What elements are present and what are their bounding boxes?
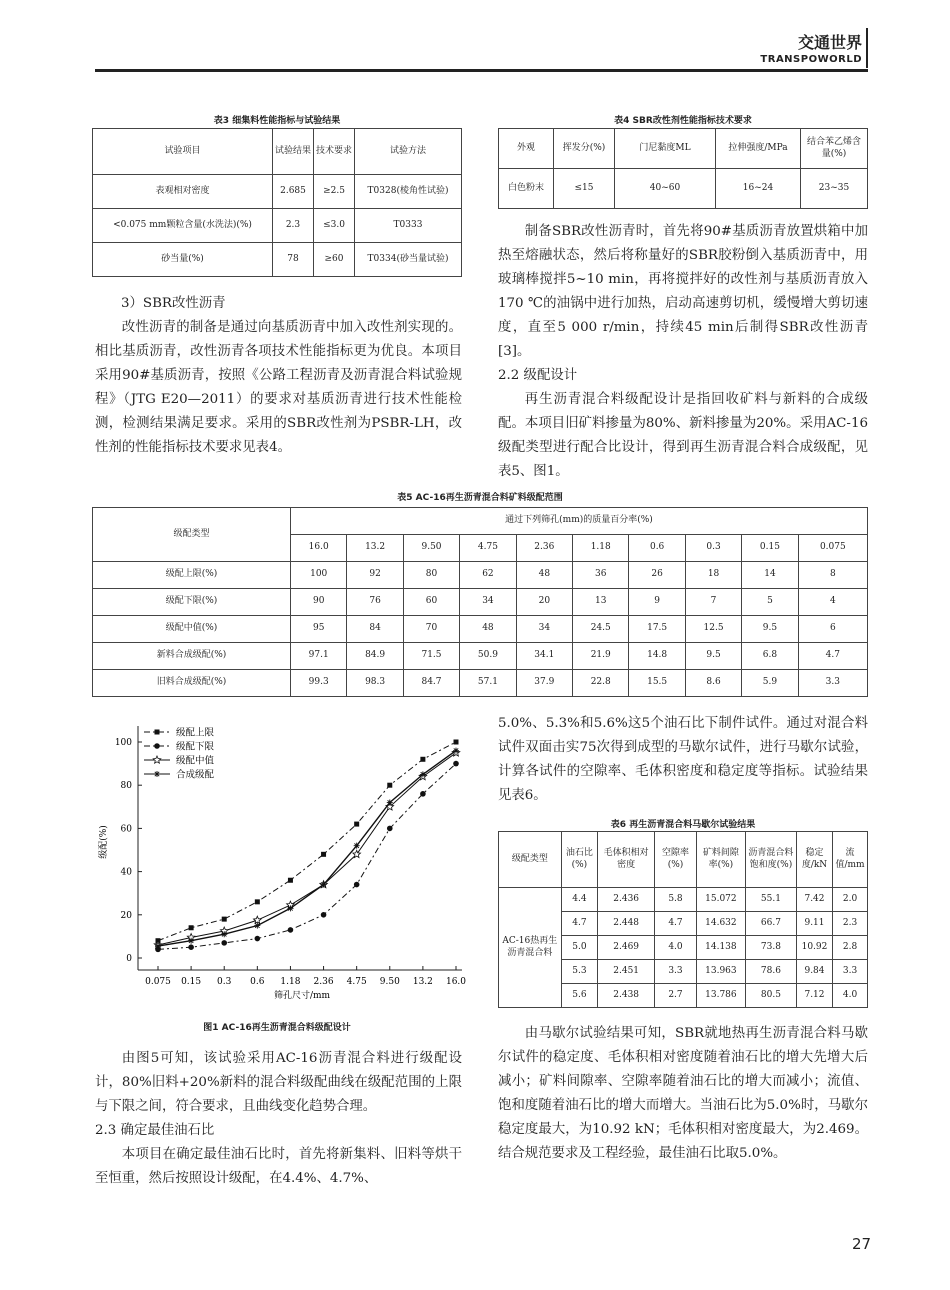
table6-cell: 2.469 xyxy=(598,936,655,960)
table5-cell: 6 xyxy=(798,616,867,643)
table4-cell: 40~60 xyxy=(615,169,716,209)
header-divider xyxy=(866,28,868,68)
data-point xyxy=(354,843,360,849)
table5-cell: 92 xyxy=(347,562,403,589)
table5-cell: 34 xyxy=(460,589,516,616)
table5-row-label: 旧料合成级配(%) xyxy=(93,670,291,697)
table5-cell: 57.1 xyxy=(460,670,516,697)
table5 xyxy=(92,507,868,697)
table6-cell: 78.6 xyxy=(745,960,796,984)
table6-cell: 4.7 xyxy=(561,912,598,936)
x-tick-label: 16.0 xyxy=(445,977,467,987)
table3-cell: 表观相对密度 xyxy=(93,175,273,209)
table6-cell: 2.448 xyxy=(598,912,655,936)
table4-cell: 白色粉末 xyxy=(499,169,554,209)
data-point xyxy=(287,905,293,911)
data-point xyxy=(387,799,393,805)
table5-row-label: 级配中值(%) xyxy=(93,616,291,643)
legend-marker xyxy=(154,743,160,749)
data-point xyxy=(321,882,327,888)
table5-cell: 8.6 xyxy=(685,670,741,697)
table6-cell: 7.42 xyxy=(796,888,832,912)
table6-cell: 2.451 xyxy=(598,960,655,984)
table6-cell: 9.11 xyxy=(796,912,832,936)
table5-sieve: 0.15 xyxy=(742,535,798,562)
x-tick-label: 0.6 xyxy=(250,977,265,987)
table5-cell: 34 xyxy=(516,616,572,643)
table-row xyxy=(93,616,868,643)
figure1-caption: 图1 AC-16再生沥青混合料级配设计 xyxy=(203,1023,351,1033)
paragraph: 由图5可知，该试验采用AC-16沥青混合料进行级配设计，80%旧料+20%新料的混合料级配曲线在级配范围的上限与下限之间，符合要求，且曲线变化趋势合理。 xyxy=(95,1051,462,1114)
table3-header: 试验结果 xyxy=(273,129,314,175)
data-point xyxy=(387,826,393,832)
table6-cell: 2.3 xyxy=(833,912,868,936)
table4-cell: 23~35 xyxy=(801,169,868,209)
data-point xyxy=(453,761,459,767)
table6-cell: 4.4 xyxy=(561,888,598,912)
table5-cell: 22.8 xyxy=(573,670,629,697)
data-point xyxy=(189,925,194,930)
section-heading: 2.2 级配设计 xyxy=(498,368,578,383)
table6-cell: 14.138 xyxy=(696,936,745,960)
right-text-2 xyxy=(498,712,868,808)
table4-cell: ≤15 xyxy=(554,169,615,209)
table6-cell: 4.0 xyxy=(655,936,697,960)
table5-cell: 62 xyxy=(460,562,516,589)
table3-header: 技术要求 xyxy=(314,129,355,175)
table5-cell: 90 xyxy=(291,589,347,616)
right-text-3 xyxy=(498,1022,868,1166)
y-tick-label: 40 xyxy=(120,867,132,878)
legend-label: 级配中值 xyxy=(176,755,215,767)
data-point xyxy=(288,927,294,933)
table3-cell: 2.685 xyxy=(273,175,314,209)
table3-cell: <0.075 mm颗粒含量(水洗法)(%) xyxy=(93,209,273,243)
table-row xyxy=(93,643,868,670)
table6-cell: 9.84 xyxy=(796,960,832,984)
table5-cell: 98.3 xyxy=(347,670,403,697)
table4 xyxy=(498,128,868,209)
table6-cell: 10.92 xyxy=(796,936,832,960)
data-point xyxy=(221,931,227,937)
table5-group-header: 通过下列筛孔(mm)的质量百分率(%) xyxy=(291,508,868,535)
table5-cell: 4.7 xyxy=(798,643,867,670)
data-point xyxy=(221,940,227,946)
table-row xyxy=(93,670,868,697)
table4-header: 挥发分(%) xyxy=(554,129,615,169)
table5-cell: 80 xyxy=(403,562,459,589)
table5-cell: 48 xyxy=(460,616,516,643)
data-point xyxy=(188,944,194,950)
table5-cell: 48 xyxy=(516,562,572,589)
data-point xyxy=(387,783,392,788)
left-text-1 xyxy=(95,292,462,460)
table5-cell: 76 xyxy=(347,589,403,616)
x-tick-label: 0.3 xyxy=(217,977,232,987)
table6-header: 稳定度/kN xyxy=(796,832,832,888)
data-point xyxy=(453,748,459,754)
table5-corner: 级配类型 xyxy=(93,508,291,562)
table3-caption: 表3 细集料性能指标与试验结果 xyxy=(213,116,341,126)
paragraph: 5.0%、5.3%和5.6%这5个油石比下制件试件。通过对混合料试件双面击实75次得到成型的马歇尔试件，进行马歇尔试验，计算各试件的空隙率、毛体积密度和稳定度等指标。试验结果见表6。 xyxy=(498,716,868,803)
table4-header: 门尼黏度ML xyxy=(615,129,716,169)
table3-cell: T0333 xyxy=(355,209,462,243)
table6-cell: 73.8 xyxy=(745,936,796,960)
y-tick-label: 80 xyxy=(120,781,132,792)
x-tick-label: 2.36 xyxy=(313,977,334,987)
table5-cell: 8 xyxy=(798,562,867,589)
table5-row-label: 新料合成级配(%) xyxy=(93,643,291,670)
table3-cell: ≤3.0 xyxy=(314,209,355,243)
x-tick-label: 9.50 xyxy=(379,977,400,987)
table5-sieve: 9.50 xyxy=(403,535,459,562)
table5-cell: 14.8 xyxy=(629,643,685,670)
data-point xyxy=(354,822,359,827)
data-point xyxy=(354,882,360,888)
table6-cell: 3.3 xyxy=(833,960,868,984)
table5-cell: 4 xyxy=(798,589,867,616)
table5-caption: 表5 AC-16再生沥青混合料矿料级配范围 xyxy=(397,493,563,503)
x-tick-label: 13.2 xyxy=(412,977,433,987)
paragraph: 本项目在确定最佳油石比时，首先将新集料、旧料等烘干至恒重，然后按照设计级配，在4.4%、4.7%、 xyxy=(95,1147,462,1186)
table5-sieve: 13.2 xyxy=(347,535,403,562)
paragraph: 由马歇尔试验结果可知，SBR就地热再生沥青混合料马歇尔试件的稳定度、毛体积相对密度随着油石比的增大先增大后减小；矿料间隙率、空隙率随着油石比的增大而减小；流值、饱和度随着油石比的增大而增大。当油石比为5.0%时，马歇尔稳定度最大，为10.92 kN；毛体积相对密度最大，为2.469。结合规范要求及工程经验，最佳油石比取5.0%。 xyxy=(498,1026,868,1161)
data-point xyxy=(420,791,426,797)
table4-header: 结合苯乙烯含量(%) xyxy=(801,129,868,169)
table5-sieve: 0.6 xyxy=(629,535,685,562)
table5-cell: 84.9 xyxy=(347,643,403,670)
table6-caption: 表6 再生沥青混合料马歇尔试验结果 xyxy=(610,820,756,830)
table5-cell: 84 xyxy=(347,616,403,643)
x-tick-label: 0.15 xyxy=(181,977,202,987)
table6-cell: 2.436 xyxy=(598,888,655,912)
page-number: 27 xyxy=(852,1235,872,1253)
table5-cell: 15.5 xyxy=(629,670,685,697)
x-tick-label: 4.75 xyxy=(346,977,367,987)
y-tick-label: 0 xyxy=(126,954,132,964)
table6-header: 流值/mm xyxy=(833,832,868,888)
table6-header: 油石比(%) xyxy=(561,832,598,888)
journal-title-en: TRANSPOWORLD xyxy=(760,54,862,65)
x-tick-label: 0.075 xyxy=(145,977,171,987)
data-point xyxy=(155,943,161,949)
table6-cell: 4.7 xyxy=(655,912,697,936)
table5-cell: 12.5 xyxy=(685,616,741,643)
table5-sieve: 1.18 xyxy=(573,535,629,562)
table6-cell: 5.6 xyxy=(561,984,598,1008)
table5-cell: 5.9 xyxy=(742,670,798,697)
table6-header: 毛体积相对密度 xyxy=(598,832,655,888)
table5-cell: 97.1 xyxy=(291,643,347,670)
table6-cell: 3.3 xyxy=(655,960,697,984)
data-point xyxy=(288,878,293,883)
right-text-1 xyxy=(498,220,868,484)
table5-cell: 60 xyxy=(403,589,459,616)
table5-cell: 13 xyxy=(573,589,629,616)
series-line-1 xyxy=(158,764,456,950)
table5-cell: 99.3 xyxy=(291,670,347,697)
table6-cell: 5.0 xyxy=(561,936,598,960)
data-point xyxy=(255,899,260,904)
table5-cell: 84.7 xyxy=(403,670,459,697)
table5-cell: 9 xyxy=(629,589,685,616)
data-point xyxy=(420,771,426,777)
y-tick-label: 20 xyxy=(120,910,132,921)
table5-cell: 24.5 xyxy=(573,616,629,643)
table-row xyxy=(93,562,868,589)
table5-cell: 100 xyxy=(291,562,347,589)
table5-row-label: 级配上限(%) xyxy=(93,562,291,589)
table3-cell: 2.3 xyxy=(273,209,314,243)
x-tick-label: 1.18 xyxy=(280,977,301,987)
table6-cell: 2.438 xyxy=(598,984,655,1008)
table3-cell: 78 xyxy=(273,243,314,277)
table5-cell: 70 xyxy=(403,616,459,643)
table5-cell: 5 xyxy=(742,589,798,616)
table6-group-label: AC-16热再生沥青混合料 xyxy=(499,888,562,1008)
table6-header: 矿料间隙率(%) xyxy=(696,832,745,888)
series-line-2 xyxy=(158,753,456,945)
table6-cell: 55.1 xyxy=(745,888,796,912)
table4-cell: 16~24 xyxy=(716,169,801,209)
table5-cell: 26 xyxy=(629,562,685,589)
table6-cell: 5.3 xyxy=(561,960,598,984)
table6-cell: 5.8 xyxy=(655,888,697,912)
journal-title: 交通世界 xyxy=(797,33,862,52)
data-point xyxy=(222,917,227,922)
table5-cell: 17.5 xyxy=(629,616,685,643)
data-point xyxy=(321,912,327,918)
data-point xyxy=(454,740,459,745)
table5-cell: 71.5 xyxy=(403,643,459,670)
table6 xyxy=(498,831,868,1008)
data-point xyxy=(254,916,262,923)
data-point xyxy=(254,923,260,929)
table5-cell: 18 xyxy=(685,562,741,589)
data-point xyxy=(420,757,425,762)
legend-marker xyxy=(153,756,161,763)
data-point xyxy=(188,938,194,944)
table5-sieve: 0.3 xyxy=(685,535,741,562)
section-heading: 2.3 确定最佳油石比 xyxy=(95,1123,215,1138)
table6-cell: 15.072 xyxy=(696,888,745,912)
paragraph: 再生沥青混合料级配设计是指回收矿料与新料的合成级配。本项目旧矿料掺量为80%、新料掺量为20%。采用AC-16级配类型进行配合比设计，得到再生沥青混合料合成级配，见表5、图1。 xyxy=(498,392,868,479)
paragraph: 制备SBR改性沥青时，首先将90#基质沥青放置烘箱中加热至熔融状态，然后将称量好的SBR胶粉倒入基质沥青中，用玻璃棒搅拌5~10 min，再将搅拌好的改性剂与基质沥青放入170 ℃的油锅中进行加热，启动高速剪切机，缓慢增大剪切速度，直至5 000 r/min，持续45 min后制得SBR改性沥青[3]。 xyxy=(498,224,868,359)
y-axis-label: 级配(%) xyxy=(99,825,109,859)
table5-cell: 9.5 xyxy=(685,643,741,670)
header-rule xyxy=(95,69,868,72)
table6-header: 级配类型 xyxy=(499,832,562,888)
table5-sieve: 0.075 xyxy=(798,535,867,562)
table3-cell: T0334(砂当量试验) xyxy=(355,243,462,277)
y-tick-label: 60 xyxy=(120,824,132,835)
table4-caption: 表4 SBR改性剂性能指标技术要求 xyxy=(614,116,752,126)
table5-cell: 6.8 xyxy=(742,643,798,670)
table5-cell: 34.1 xyxy=(516,643,572,670)
table5-cell: 50.9 xyxy=(460,643,516,670)
table5-cell: 36 xyxy=(573,562,629,589)
table5-sieve: 2.36 xyxy=(516,535,572,562)
table6-cell: 2.0 xyxy=(833,888,868,912)
table5-row-label: 级配下限(%) xyxy=(93,589,291,616)
table5-cell: 7 xyxy=(685,589,741,616)
table6-header: 沥青混合料饱和度(%) xyxy=(745,832,796,888)
table4-header: 外观 xyxy=(499,129,554,169)
y-tick-label: 100 xyxy=(114,738,132,748)
table3 xyxy=(92,128,462,277)
table5-cell: 3.3 xyxy=(798,670,867,697)
legend-label: 合成级配 xyxy=(176,769,215,781)
paragraph: 改性沥青的制备是通过向基质沥青中加入改性剂实现的。相比基质沥青，改性沥青各项技术性能指标更为优良。本项目采用90#基质沥青，按照《公路工程沥青及沥青混合料试验规程》（JTG E20—2011）的要求对基质沥青进行技术性能检测，检测结果满足要求。采用的SBR改性剂为PSBR-LH，改性剂的性能指标技术要求见表4。 xyxy=(95,320,462,455)
x-axis-label: 筛孔尺寸/mm xyxy=(273,991,331,1001)
subsection-heading: 3）SBR改性沥青 xyxy=(121,296,226,311)
table3-cell: T0328(棱角性试验) xyxy=(355,175,462,209)
table3-cell: 砂当量(%) xyxy=(93,243,273,277)
table4-header: 拉伸强度/MPa xyxy=(716,129,801,169)
figure1-chart xyxy=(92,716,472,1016)
table5-cell: 21.9 xyxy=(573,643,629,670)
table6-cell: 66.7 xyxy=(745,912,796,936)
legend-marker xyxy=(155,730,160,735)
table3-cell: ≥60 xyxy=(314,243,355,277)
table-row xyxy=(93,589,868,616)
legend-marker xyxy=(154,771,160,777)
table6-cell: 7.12 xyxy=(796,984,832,1008)
table6-cell: 13.786 xyxy=(696,984,745,1008)
table6-cell: 2.7 xyxy=(655,984,697,1008)
table5-sieve: 4.75 xyxy=(460,535,516,562)
table3-header: 试验方法 xyxy=(355,129,462,175)
table5-cell: 37.9 xyxy=(516,670,572,697)
data-point xyxy=(255,936,261,942)
table3-cell: ≥2.5 xyxy=(314,175,355,209)
data-point xyxy=(321,852,326,857)
legend-label: 级配下限 xyxy=(176,741,215,753)
table6-cell: 14.632 xyxy=(696,912,745,936)
table5-cell: 20 xyxy=(516,589,572,616)
legend-label: 级配上限 xyxy=(176,727,215,739)
table5-cell: 14 xyxy=(742,562,798,589)
table5-cell: 95 xyxy=(291,616,347,643)
table6-cell: 80.5 xyxy=(745,984,796,1008)
left-text-2 xyxy=(95,1047,462,1191)
table-row xyxy=(499,888,868,912)
table6-cell: 2.8 xyxy=(833,936,868,960)
table5-sieve: 16.0 xyxy=(291,535,347,562)
table6-cell: 4.0 xyxy=(833,984,868,1008)
table3-header: 试验项目 xyxy=(93,129,273,175)
table6-cell: 13.963 xyxy=(696,960,745,984)
table6-header: 空隙率(%) xyxy=(655,832,697,888)
table5-cell: 9.5 xyxy=(742,616,798,643)
